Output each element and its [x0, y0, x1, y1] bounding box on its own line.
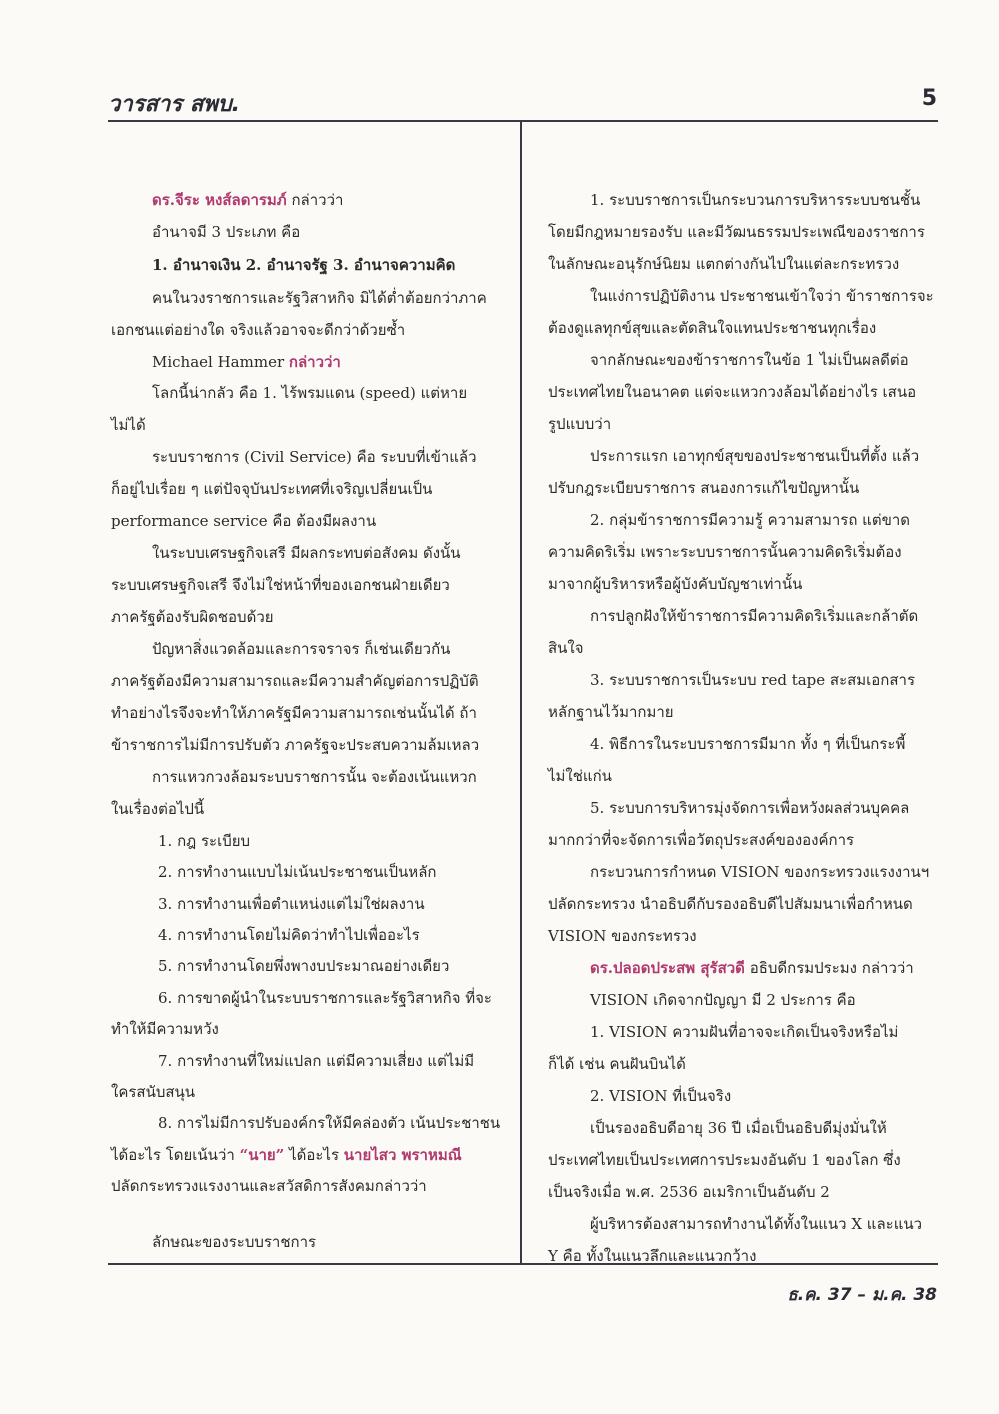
text-line: ก็ได้ เช่น คนฝันบินได้	[548, 1055, 686, 1073]
text-line: โลกนี้น่ากลัว คือ 1. ไร้พรมแดน (speed) แต่หาย	[152, 384, 468, 402]
column-divider	[520, 122, 522, 1263]
text-line: VISION เกิดจากปัญญา มี 2 ประการ คือ	[590, 991, 856, 1009]
text-line: ปรับกฎระเบียบราชการ สนองการแก้ไขปัญหานั้น	[548, 479, 860, 497]
list-item: 5. การทำงานโดยพึ่งพางบประมาณอย่างเดียว	[158, 957, 450, 975]
list-item: 3. ระบบราชการเป็นระบบ red tape สะสมเอกสาร	[590, 671, 916, 689]
text-line: การแหวกวงล้อมระบบราชการนั้น จะต้องเน้นแหวก	[152, 768, 477, 786]
text-line: คนในวงราชการและรัฐวิสาหกิจ มิได้ต่ำต้อยกว่าภาค	[152, 289, 487, 307]
text-line: VISION ของกระทรวง	[548, 927, 697, 945]
list-item: 5. ระบบการบริหารมุ่งจัดการเพื่อหวังผลส่วนบุคคล	[590, 799, 910, 817]
text-line: ใครสนับสนุน	[111, 1083, 196, 1101]
text-line: ได้อะไร โดยเน้นว่า “นาย” ได้อะไร นายไสว พราหมณี	[111, 1146, 462, 1164]
list-item: 6. การขาดผู้นำในระบบราชการและรัฐวิสาหกิจ ที่จะ	[158, 989, 492, 1007]
page-number: 5	[921, 86, 937, 111]
text-line: อำนาจมี 3 ประเภท คือ	[152, 223, 301, 241]
text-line: ในลักษณะอนุรักษ์นิยม แตกต่างกันไปในแต่ละกระทรวง	[548, 255, 900, 273]
text-line: ในเรื่องต่อไปนี้	[111, 800, 205, 818]
text-line: การปลูกฝังให้ข้าราชการมีความคิดริเริ่มและกล้าตัด	[590, 607, 919, 625]
text-line: มาจากผู้บริหารหรือผู้บังคับบัญชาเท่านั้น	[548, 575, 803, 593]
list-item: 3. การทำงานเพื่อตำแหน่งแต่ไม่ใช่ผลงาน	[158, 895, 425, 913]
text-line: ดร.ปลอดประสพ สุรัสวดี อธิบดีกรมประมง กล่าวว่า	[590, 959, 914, 977]
text-line: ความคิดริเริ่ม เพราะระบบราชการนั้นความคิดริเริ่มต้อง	[548, 543, 902, 561]
text-line: ผู้บริหารต้องสามารถทำงานได้ทั้งในแนว X และแนว	[590, 1215, 923, 1233]
text-line: เป็นรองอธิบดีอายุ 36 ปี เมื่อเป็นอธิบดีมุ่งมั่นให้	[590, 1119, 887, 1137]
list-item: 4. การทำงานโดยไม่คิดว่าทำไปเพื่ออะไร	[158, 926, 420, 944]
text-line: สินใจ	[548, 639, 584, 657]
list-item: 2. กลุ่มข้าราชการมีความรู้ ความสามารถ แต่ขาด	[590, 511, 911, 529]
text-line: ดร.จีระ หงส์ลดารมภ์ กล่าวว่า	[152, 191, 344, 209]
text-line: ทำให้มีความหวัง	[111, 1020, 219, 1038]
text-line: ประเทศไทยในอนาคต แต่จะแหวกวงล้อมได้อย่างไร เสนอ	[548, 383, 917, 401]
text-line: Michael Hammer กล่าวว่า	[152, 353, 341, 371]
journal-title: วารสาร สพบ.	[108, 92, 241, 117]
text-line: ประการแรก เอาทุกข์สุขของประชาชนเป็นที่ตั้ง แล้ว	[590, 447, 920, 465]
text-line: ปัญหาสิ่งแวดล้อมและการจราจร ก็เช่นเดียวกัน	[152, 640, 451, 658]
text-line: เอกชนแต่อย่างใด จริงแล้วอาจจะดีกว่าด้วยซ้ำ	[111, 321, 406, 339]
text-line: โดยมีกฎหมายรองรับ และมีวัฒนธรรมประเพณีของราชการ	[548, 223, 925, 241]
text-line: เป็นจริงเมื่อ พ.ศ. 2536 อเมริกาเป็นอันดับ 2	[548, 1183, 830, 1201]
list-item: 1. ระบบราชการเป็นกระบวนการบริหารระบบชนชั้น	[590, 191, 921, 209]
text-line: ข้าราชการไม่มีการปรับตัว ภาครัฐจะประสบความล้มเหลว	[111, 736, 480, 754]
text-line: ระบบเศรษฐกิจเสรี จึงไม่ใช่หน้าที่ของเอกชนฝ่ายเดียว	[111, 576, 450, 594]
issue-date: ธ.ค. 37 – ม.ค. 38	[787, 1285, 937, 1305]
text-line: ในแง่การปฏิบัติงาน ประชาชนเข้าใจว่า ข้าราชการจะ	[590, 287, 934, 305]
text-line: ไม่ใช่แก่น	[548, 767, 612, 785]
speaker-name: นายไสว พราหมณี	[343, 1146, 462, 1164]
text-line: ระบบราชการ (Civil Service) คือ ระบบที่เข้าแล้ว	[152, 448, 477, 466]
text-line: กระบวนการกำหนด VISION ของกระทรวงแรงงานฯ	[590, 863, 930, 881]
speaker-name: ดร.ปลอดประสพ สุรัสวดี	[590, 959, 745, 977]
section-heading: ลักษณะของระบบราชการ	[152, 1233, 317, 1251]
list-item: 2. VISION ที่เป็นจริง	[590, 1087, 732, 1105]
text-line: ในระบบเศรษฐกิจเสรี มีผลกระทบต่อสังคม ดังนั้น	[152, 544, 461, 562]
text-line: รูปแบบว่า	[548, 415, 612, 433]
list-item: 8. การไม่มีการปรับองค์กรให้มีคล่องตัว เน้นประชาชน	[158, 1114, 501, 1132]
text-line: performance service คือ ต้องมีผลงาน	[111, 512, 377, 530]
footer-rule	[108, 1263, 938, 1265]
list-item: 4. พิธีการในระบบราชการมีมาก ทั้ง ๆ ที่เป็นกระพี้	[590, 735, 906, 753]
header-rule	[108, 120, 938, 122]
list-item: 7. การทำงานที่ใหม่แปลก แต่มีความเสี่ยง แต่ไม่มี	[158, 1052, 475, 1070]
text-line: ประเทศไทยเป็นประเทศการประมงอันดับ 1 ของโลก ซึ่ง	[548, 1151, 901, 1169]
speaker-name: ดร.จีระ หงส์ลดารมภ์	[152, 191, 287, 209]
list-item: 1. VISION ความฝันที่อาจจะเกิดเป็นจริงหรือไม่	[590, 1023, 899, 1041]
text-line: Y คือ ทั้งในแนวลึกและแนวกว้าง	[548, 1247, 757, 1265]
text-line: ไม่ได้	[111, 416, 146, 434]
text-line: หลักฐานไว้มากมาย	[548, 703, 674, 721]
text-line: ทำอย่างไรจึงจะทำให้ภาครัฐมีความสามารถเช่นนั้นได้ ถ้า	[111, 704, 477, 722]
text-line: มากกว่าที่จะจัดการเพื่อวัตถุประสงค์ขององค์การ	[548, 831, 855, 849]
text-line: ภาครัฐต้องรับผิดชอบด้วย	[111, 608, 274, 626]
text-line: ปลัดกระทรวงแรงงานและสวัสดิการสังคมกล่าวว่า	[111, 1177, 427, 1195]
text-line: จากลักษณะของข้าราชการในข้อ 1 ไม่เป็นผลดีต่อ	[590, 351, 909, 369]
text-line: ปลัดกระทรวง นำอธิบดีกับรองอธิบดีไปสัมมนาเพื่อกำหนด	[548, 895, 913, 913]
highlight-line: 1. อำนาจเงิน 2. อำนาจรัฐ 3. อำนาจความคิด	[152, 256, 456, 274]
text-line: ก็อยู่ไปเรื่อย ๆ แต่ปัจจุบันประเทศที่เจริญเปลี่ยนเป็น	[111, 480, 433, 498]
text-line: ต้องดูแลทุกข์สุขและตัดสินใจแทนประชาชนทุกเรื่อง	[548, 319, 877, 337]
list-item: 2. การทำงานแบบไม่เน้นประชาชนเป็นหลัก	[158, 863, 437, 881]
text-line: ภาครัฐต้องมีความสามารถและมีความสำคัญต่อการปฏิบัติ	[111, 672, 479, 690]
list-item: 1. กฎ ระเบียบ	[158, 832, 251, 850]
